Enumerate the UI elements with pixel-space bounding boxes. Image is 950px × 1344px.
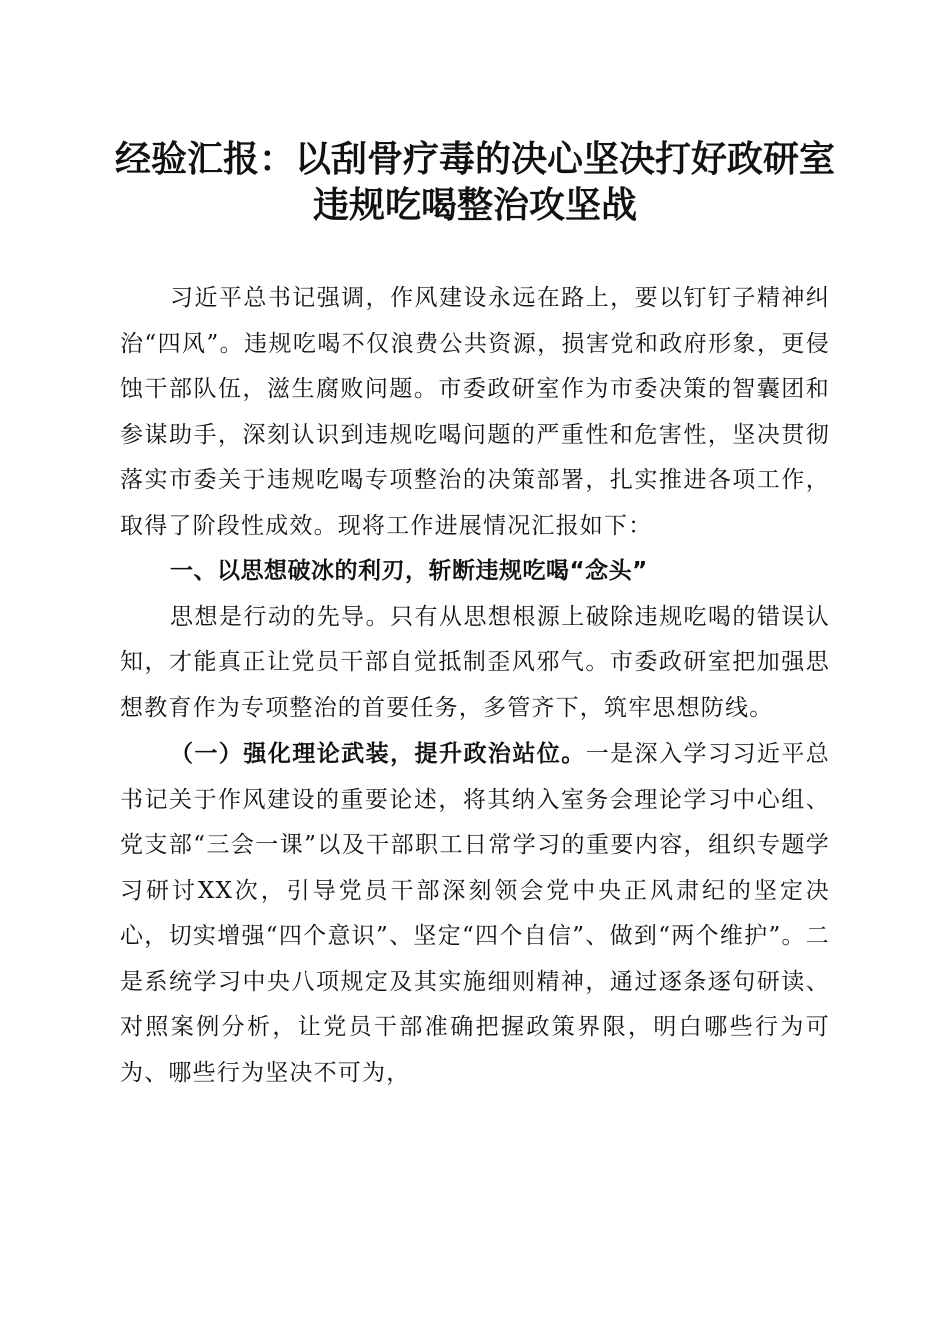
intro-paragraph: 习近平总书记强调，作风建设永远在路上，要以钉钉子精神纠治“四风”。违规吃喝不仅浪费公共资源，损害党和政府形象，更侵蚀干部队伍，滋生腐败问题。市委政研室作为市委决策的智囊团和参谋助手，深刻认识到违规吃喝问题的严重性和危害性，坚决贯彻落实市委关于违规吃喝专项整治的决策部署，扎实推进各项工作，取得了阶段性成效。现将工作进展情况汇报如下： [120, 285, 830, 539]
document-body [120, 276, 830, 1096]
subsection-1-text: 一是深入学习习近平总书记关于作风建设的重要论述，将其纳入室务会理论学习中心组、党支部“三会一课”以及干部职工日常学习的重要内容，组织专题学习研讨XX次，引导党员干部深刻领会党中央正风肃纪的坚定决心，切实增强“四个意识”、坚定“四个自信”、做到“两个维护”。二是系统学习中央八项规定及其实施细则精神，通过逐条逐句研读、对照案例分析，让党员干部准确把握政策界限，明白哪些行为可为、哪些行为坚决不可为， [120, 741, 831, 1086]
subsection-1-paragraph [120, 731, 830, 1096]
document-title-line-2: 违规吃喝整治攻坚战 [312, 184, 637, 226]
document-title-line-1: 经验汇报：以刮骨疗毒的决心坚决打好政研室 [114, 138, 835, 180]
section-1-heading: 一、以思想破冰的利刃，斩断违规吃喝“念头” [170, 558, 648, 584]
section-1-paragraph: 思想是行动的先导。只有从思想根源上破除违规吃喝的错误认知，才能真正让党员干部自觉抵制歪风邪气。市委政研室把加强思想教育作为专项整治的首要任务，多管齐下，筑牢思想防线。 [120, 603, 830, 721]
subsection-1-lead: （一）强化理论武装，提升政治站位。 [170, 740, 586, 767]
